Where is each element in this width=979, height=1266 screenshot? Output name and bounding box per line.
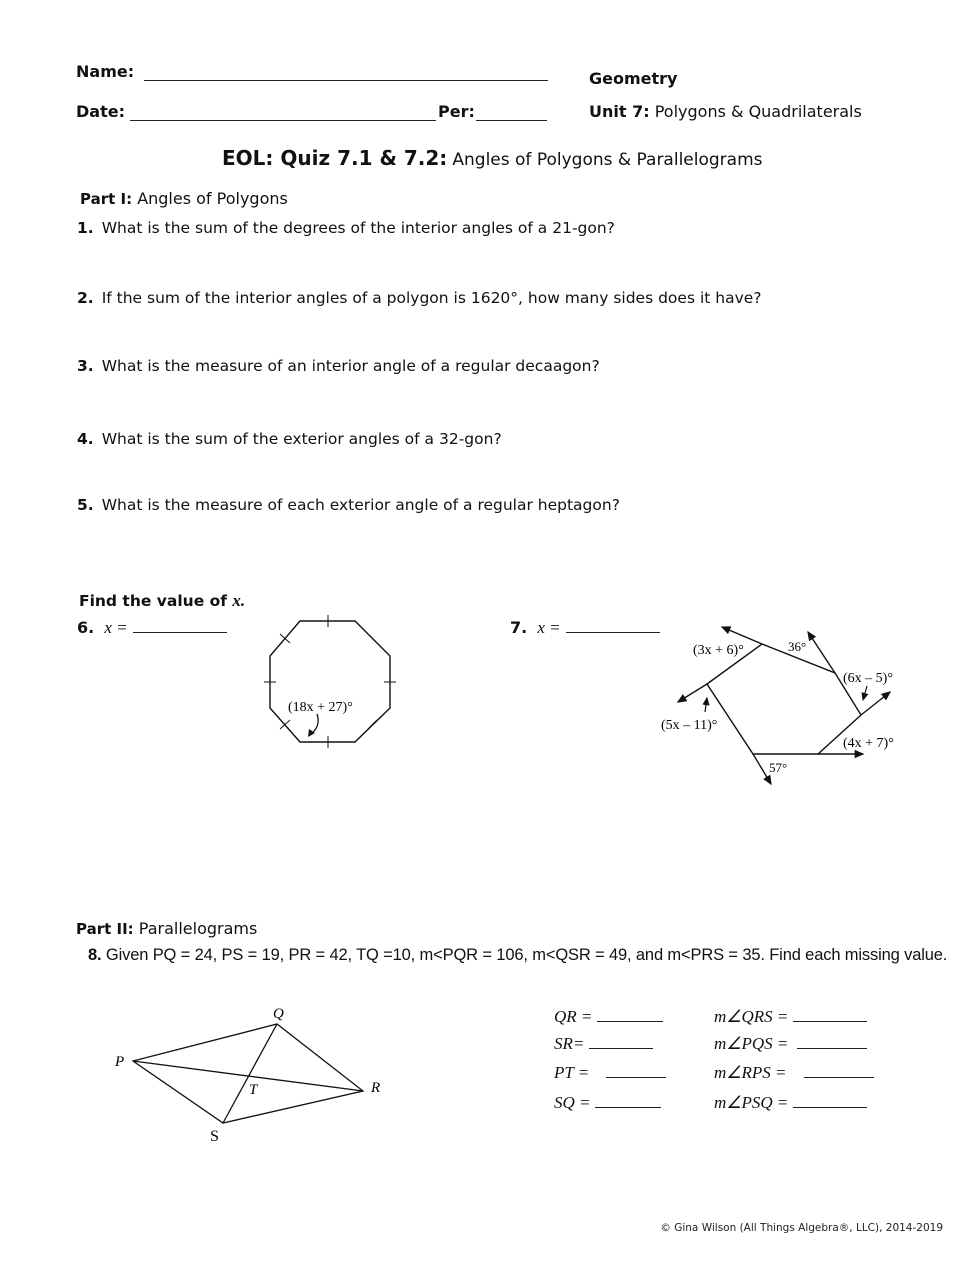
answer-sr-label: SR= — [554, 1034, 585, 1053]
answer-m-rps-label: m∠RPS = — [714, 1063, 787, 1082]
question-7-x-label: x = — [537, 618, 561, 637]
answer-sq-line[interactable] — [595, 1107, 661, 1108]
extension-arrow-right — [861, 692, 890, 715]
extension-arrow-top-left — [722, 627, 762, 644]
question-5-number: 5. — [77, 496, 94, 514]
angle-arrow — [311, 714, 318, 734]
copyright-footer: © Gina Wilson (All Things Algebra®, LLC), 2014-2019 — [660, 1222, 943, 1234]
answer-m-qrs-label: m∠QRS = — [714, 1007, 789, 1026]
find-x-label: Find the value of — [79, 592, 227, 610]
answer-m-psq-label: m∠PSQ = — [714, 1093, 789, 1112]
vertex-p-label: P — [115, 1054, 125, 1070]
answer-m-pqs — [714, 1034, 867, 1054]
tick-mark-bottom-right — [368, 720, 377, 729]
answer-m-qrs-line[interactable] — [793, 1021, 867, 1022]
period-input-line[interactable] — [476, 104, 547, 121]
page-title — [222, 146, 763, 170]
vertex-q-label: Q — [273, 1006, 284, 1022]
question-4-text: What is the sum of the exterior angles of a 32-gon? — [101, 430, 502, 448]
find-x-variable: x. — [232, 591, 246, 610]
answer-pt-line[interactable] — [606, 1077, 666, 1078]
part1-heading — [80, 189, 288, 208]
octagon-angle-label: (18x + 27)° — [288, 700, 353, 715]
title-subtitle: Angles of Polygons & Parallelograms — [452, 150, 763, 170]
angle-label-36: 36° — [788, 639, 807, 654]
name-input-line[interactable] — [144, 64, 548, 81]
answer-sq — [554, 1093, 661, 1113]
vertex-s-label: S — [210, 1128, 219, 1145]
answer-m-qrs — [714, 1007, 867, 1027]
angle-arrowhead — [308, 729, 315, 737]
answer-qr — [554, 1007, 663, 1027]
question-1-number: 1. — [77, 219, 94, 237]
answer-m-rps-line[interactable] — [804, 1077, 874, 1078]
answer-pt-label: PT = — [554, 1063, 590, 1082]
hexagon-shape — [707, 644, 861, 754]
question-3-number: 3. — [77, 357, 94, 375]
hexagon-figure — [650, 620, 915, 795]
title-bold: EOL: Quiz 7.1 & 7.2: — [222, 146, 448, 170]
question-4-number: 4. — [77, 430, 94, 448]
vertex-t-label: T — [249, 1082, 258, 1098]
answer-m-rps — [714, 1063, 874, 1083]
course-name: Geometry — [589, 69, 678, 88]
question-7-number: 7. — [510, 618, 528, 637]
angle-label-57: 57° — [769, 760, 788, 775]
answer-sr — [554, 1034, 653, 1054]
question-2-number: 2. — [77, 289, 94, 307]
label-pointer-right — [863, 686, 867, 700]
tick-mark-top-right — [368, 634, 377, 643]
question-8-text: Given PQ = 24, PS = 19, PR = 42, TQ =10, m<PQR = 106, m<QSR = 49, and m<PRS = 35. Find each missing value. — [105, 946, 948, 964]
question-2 — [77, 289, 762, 307]
name-label: Name: — [76, 62, 135, 81]
extension-arrow-top-right — [808, 632, 835, 673]
part1-label: Part I: — [80, 190, 133, 208]
question-7-answer-line[interactable] — [566, 632, 660, 633]
answer-pt — [554, 1063, 666, 1083]
answer-sr-line[interactable] — [589, 1048, 653, 1049]
unit-number: Unit 7: — [589, 102, 650, 121]
answer-qr-label: QR = — [554, 1007, 593, 1026]
angle-label-3x-plus-6: (3x + 6)° — [693, 643, 744, 658]
date-label: Date: — [76, 102, 125, 121]
part2-heading — [76, 919, 257, 938]
octagon-figure — [255, 610, 405, 750]
question-8 — [88, 946, 947, 965]
part1-title: Angles of Polygons — [137, 189, 288, 208]
unit-name: Polygons & Quadrilaterals — [654, 102, 862, 121]
answer-qr-line[interactable] — [597, 1021, 663, 1022]
answer-m-pqs-label: m∠PQS = — [714, 1034, 789, 1053]
unit-title — [589, 102, 862, 121]
octagon-shape — [270, 621, 390, 742]
period-label: Per: — [438, 102, 475, 121]
question-3-text: What is the measure of an interior angle of a regular decaagon? — [101, 357, 600, 375]
find-x-heading — [79, 591, 245, 611]
part2-title: Parallelograms — [138, 919, 258, 938]
question-5-text: What is the measure of each exterior angle of a regular heptagon? — [101, 496, 620, 514]
question-6-x-label: x = — [104, 618, 128, 637]
question-6-answer-line[interactable] — [133, 632, 227, 633]
answer-m-pqs-line[interactable] — [797, 1048, 867, 1049]
question-2-text: If the sum of the interior angles of a polygon is 1620°, how many sides does it have? — [101, 289, 762, 307]
question-3 — [77, 357, 600, 375]
question-7-answer — [510, 618, 660, 638]
question-1-text: What is the sum of the degrees of the interior angles of a 21-gon? — [101, 219, 615, 237]
label-pointer-left — [705, 698, 707, 712]
extension-arrow-left — [678, 684, 707, 702]
parallelogram-shape — [133, 1024, 363, 1123]
question-6-answer — [77, 618, 227, 638]
angle-label-4x-plus-7: (4x + 7)° — [843, 736, 894, 751]
question-6-number: 6. — [77, 618, 95, 637]
vertex-r-label: R — [371, 1080, 381, 1096]
angle-label-6x-minus-5: (6x – 5)° — [843, 671, 893, 686]
answer-m-psq — [714, 1093, 867, 1113]
answer-sq-label: SQ = — [554, 1093, 591, 1112]
date-input-line[interactable] — [130, 104, 436, 121]
part2-label: Part II: — [76, 920, 134, 938]
question-5 — [77, 496, 620, 514]
question-1 — [77, 219, 615, 237]
angle-label-5x-minus-11: (5x – 11)° — [661, 718, 718, 733]
parallelogram-figure — [105, 1000, 405, 1150]
answer-m-psq-line[interactable] — [793, 1107, 867, 1108]
question-8-number: 8. — [88, 946, 102, 964]
question-4 — [77, 430, 502, 448]
